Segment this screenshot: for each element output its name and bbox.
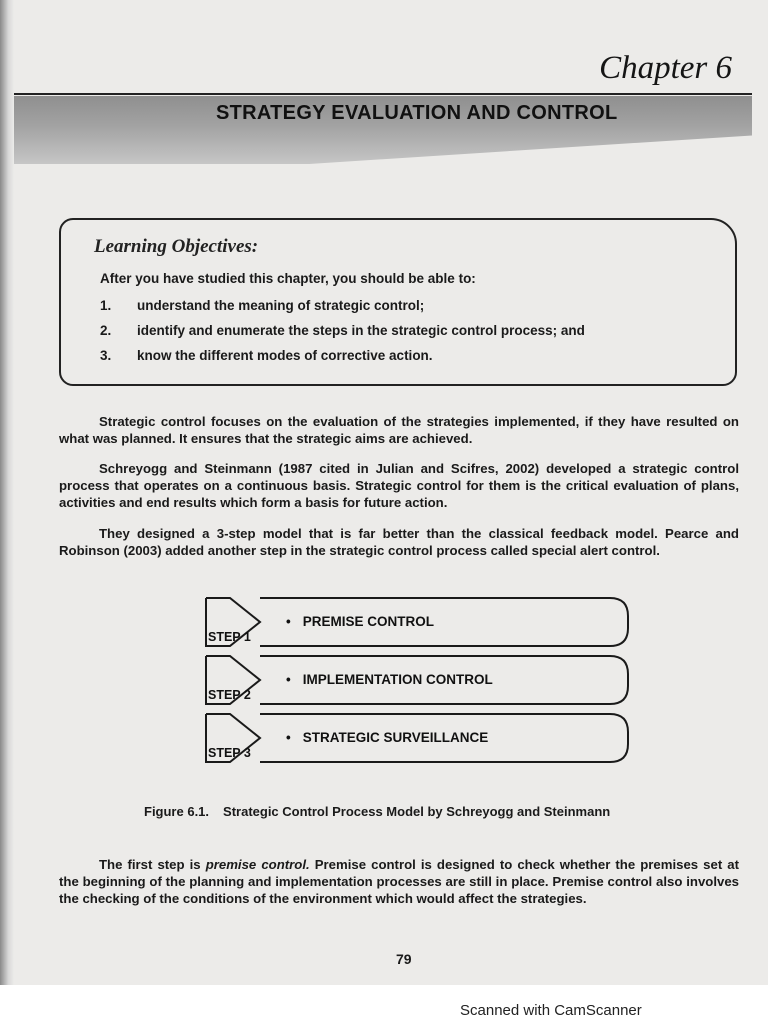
- figure-caption-text: Strategic Control Process Model by Schreyogg and Steinmann: [223, 804, 611, 819]
- closing-term: premise control.: [205, 857, 310, 872]
- paragraph-text: They designed a 3-step model that is far better than the classical feedback model. Pearce and Robinson (2003) added another step in the strategic control process called special alert control.: [59, 526, 739, 558]
- objective-text: identify and enumerate the steps in the strategic control process; and: [137, 323, 585, 338]
- paragraph-text: Strategic control focuses on the evaluation of the strategies implemented, if they have resulted on what was planned. It ensures that the strategic aims are achieved.: [59, 414, 739, 446]
- scanner-watermark: Scanned with CamScanner: [460, 1002, 642, 1019]
- step-1-number: STEP 1: [208, 630, 251, 644]
- objective-number: 3.: [100, 348, 112, 363]
- step-3-text: STRATEGIC SURVEILLANCE: [302, 730, 489, 745]
- page-binding-shadow: [0, 0, 14, 985]
- step-3-number: STEP 3: [208, 746, 251, 760]
- figure-number: Figure 6.1.: [144, 804, 210, 819]
- bullet-glyph: •: [286, 672, 291, 687]
- closing-paragraph: [59, 856, 739, 907]
- chapter-label: Chapter 6: [599, 50, 732, 86]
- step-2-text: IMPLEMENTATION CONTROL: [302, 672, 493, 687]
- bullet-glyph: •: [286, 730, 291, 745]
- learning-objectives-intro: After you have studied this chapter, you should be able to:: [100, 271, 476, 286]
- figure-caption: [144, 804, 610, 819]
- chapter-rule: [14, 93, 752, 95]
- chapter-title: STRATEGY EVALUATION AND CONTROL: [216, 102, 618, 124]
- objective-text: understand the meaning of strategic control;: [137, 298, 425, 313]
- bullet-glyph: •: [286, 614, 291, 629]
- learning-objectives-heading: Learning Objectives:: [94, 236, 259, 257]
- page-number: 79: [396, 951, 412, 967]
- paragraph-text: Schreyogg and Steinmann (1987 cited in Julian and Scifres, 2002) developed a strategic control process that operates on a continuous basis. Strategic control for them is the critical evaluation of plans, activities and end results which form a basis for future action.: [59, 461, 739, 510]
- closing-rest: Premise control is designed to check whether the premises set at the beginning of the planning and implementation processes are still in place. Premise control also involves the checking of the conditions of the environment which would affect the strategies.: [59, 857, 739, 906]
- objective-text: know the different modes of corrective action.: [137, 348, 433, 363]
- body-paragraph: [59, 525, 739, 559]
- closing-lead: The first step is: [99, 857, 201, 872]
- body-paragraph: [59, 460, 739, 511]
- step-2-number: STEP 2: [208, 688, 251, 702]
- body-paragraph: [59, 413, 739, 447]
- step-1-text: PREMISE CONTROL: [302, 614, 434, 629]
- objective-number: 1.: [100, 298, 112, 313]
- objective-number: 2.: [100, 323, 112, 338]
